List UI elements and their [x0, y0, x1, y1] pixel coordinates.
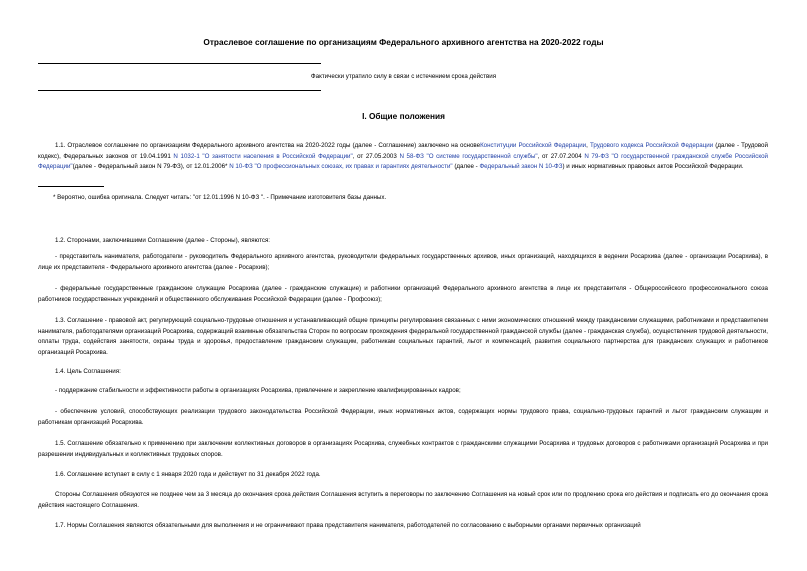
link-constitution[interactable]: Конституции Российской Федерации	[480, 142, 587, 149]
document-title: Отраслевое соглашение по организациям Федерального архивного агентства на 2020-2022 годы	[203, 37, 604, 47]
paragraph-1-1	[38, 141, 768, 173]
text-run: (далее - Трудовой кодекс), Федеральных законов от 19.04.1991	[38, 142, 768, 160]
paragraph-1-5: 1.5. Соглашение обязательно к применению при заключении коллективных договоров в организациях Росархива, служебных контрактов с гражданскими служащими Росархива и трудовых договоров с работниками организаций Росархива и при разрешении индивидуальных и коллективных трудовых споров.	[38, 440, 768, 458]
divider-top	[38, 63, 321, 64]
divider-bottom	[38, 90, 321, 91]
footnote-divider	[38, 186, 104, 187]
text-run: (далее - Федеральный закон N 79-ФЗ), от 12.01.2006*	[72, 163, 230, 171]
text-run: ) и иных нормативных правовых актов Российской Федерации.	[562, 163, 744, 171]
link-law-10-fz[interactable]: N 10-ФЗ "О профессиональных союзах, их правах и гарантиях деятельности"	[229, 163, 453, 171]
link-labor-code[interactable]: Трудового кодекса Российской Федерации	[589, 142, 714, 149]
paragraph-1-4: 1.4. Цель Соглашения:	[55, 368, 121, 375]
paragraph-1-7: 1.7. Нормы Соглашения являются обязательными для выполнения и не ограничивают права представителя нанимателя, работодателей по согласованию с выборными органами первичных организаций	[55, 522, 641, 529]
link-law-10-fz-short[interactable]: Федеральный закон N 10-ФЗ	[479, 163, 563, 171]
paragraph-1-3: 1.3. Соглашение - правовой акт, регулирующий социально-трудовые отношения и устанавливающий общие принципы регулирования связанных с ними экономических отношений между гражданскими служащими, работниками и представителем нанимателя, работодателями организаций Росархива, содержащий взаимные обязательства Сторон по вопросам прохождения федеральной государственной гражданской службы (далее - гражданская служба), осуществления трудовой деятельности, оплаты труда, содействия занятости, охраны труда и здоровья, предоставление гражданским служащим, работникам социальных гарантий, льгот и компенсаций, развития социального партнерства для гражданских служащих и работников организаций Росархива.	[38, 317, 768, 356]
text-run: , от 27.07.2004	[537, 152, 585, 160]
link-law-1032-1[interactable]: N 1032-1 "О занятости населения в Российской Федерации"	[173, 152, 353, 160]
link-law-79-fz[interactable]: N 79-ФЗ "О государственной гражданской службе Российской Федерации"	[38, 152, 768, 171]
paragraph-1-6: 1.6. Соглашение вступает в силу с 1 января 2020 года и действует по 31 декабря 2022 года.	[55, 471, 321, 478]
paragraph-1-4-a: - поддержание стабильности и эффективности работы в организациях Росархива, привлечение и закрепление квалифицированных кадров;	[55, 387, 461, 394]
text-run: , от 27.05.2003	[352, 152, 400, 160]
status-notice: Фактически утратило силу в связи с истечением срока действия	[310, 73, 497, 80]
section-title: I. Общие положения	[362, 111, 445, 121]
link-law-58-fz[interactable]: N 58-ФЗ "О системе государственной службы"	[399, 152, 538, 160]
text-run: 1.1. Отраслевое соглашение по организациям Федерального архивного агентства на 2020-2022 годы (далее - Соглашение) заключено на основе	[55, 142, 481, 149]
text-run: (далее -	[452, 163, 480, 171]
footnote: * Вероятно, ошибка оригинала. Следует читать: "от 12.01.1996 N 10-ФЗ ". - Примечание изготовителя базы данных.	[53, 194, 387, 201]
paragraph-1-6-a: Стороны Соглашения обязуются не позднее чем за 3 месяца до окончания срока действия Соглашения вступить в переговоры по заключению Соглашения на новый срок или по продлению срока его действия и подписать его до окончания срока действия настоящего Соглашения.	[38, 491, 768, 509]
text-run: ,	[586, 142, 590, 149]
paragraph-1-2-a: - представитель нанимателя, работодатели - руководитель Федерального архивного агентства, руководители федеральных государственных архивов, иных организаций, находящихся в ведении Росархива (далее - организации Росархива), в лице их представителя - Федерального архивного агентства (далее - Росархив);	[38, 253, 768, 271]
paragraph-1-2: 1.2. Сторонами, заключившими Соглашение (далее - Стороны), являются:	[55, 237, 271, 244]
paragraph-1-2-b: - федеральные государственные гражданские служащие Росархива (далее - гражданские служащие) и работники организаций Федерального архивного агентства в лице их представителя - Общероссийского профессионального союза работников государственных учреждений и общественного обслуживания Российской Федерации (далее - Профсоюз);	[38, 285, 768, 303]
paragraph-1-4-b: - обеспечение условий, способствующих реализации трудового законодательства Российской Федерации, иных нормативных актов, содержащих нормы трудового права, социально-трудовых гарантий и льгот гражданским служащим и работникам организаций Росархива.	[38, 408, 768, 426]
